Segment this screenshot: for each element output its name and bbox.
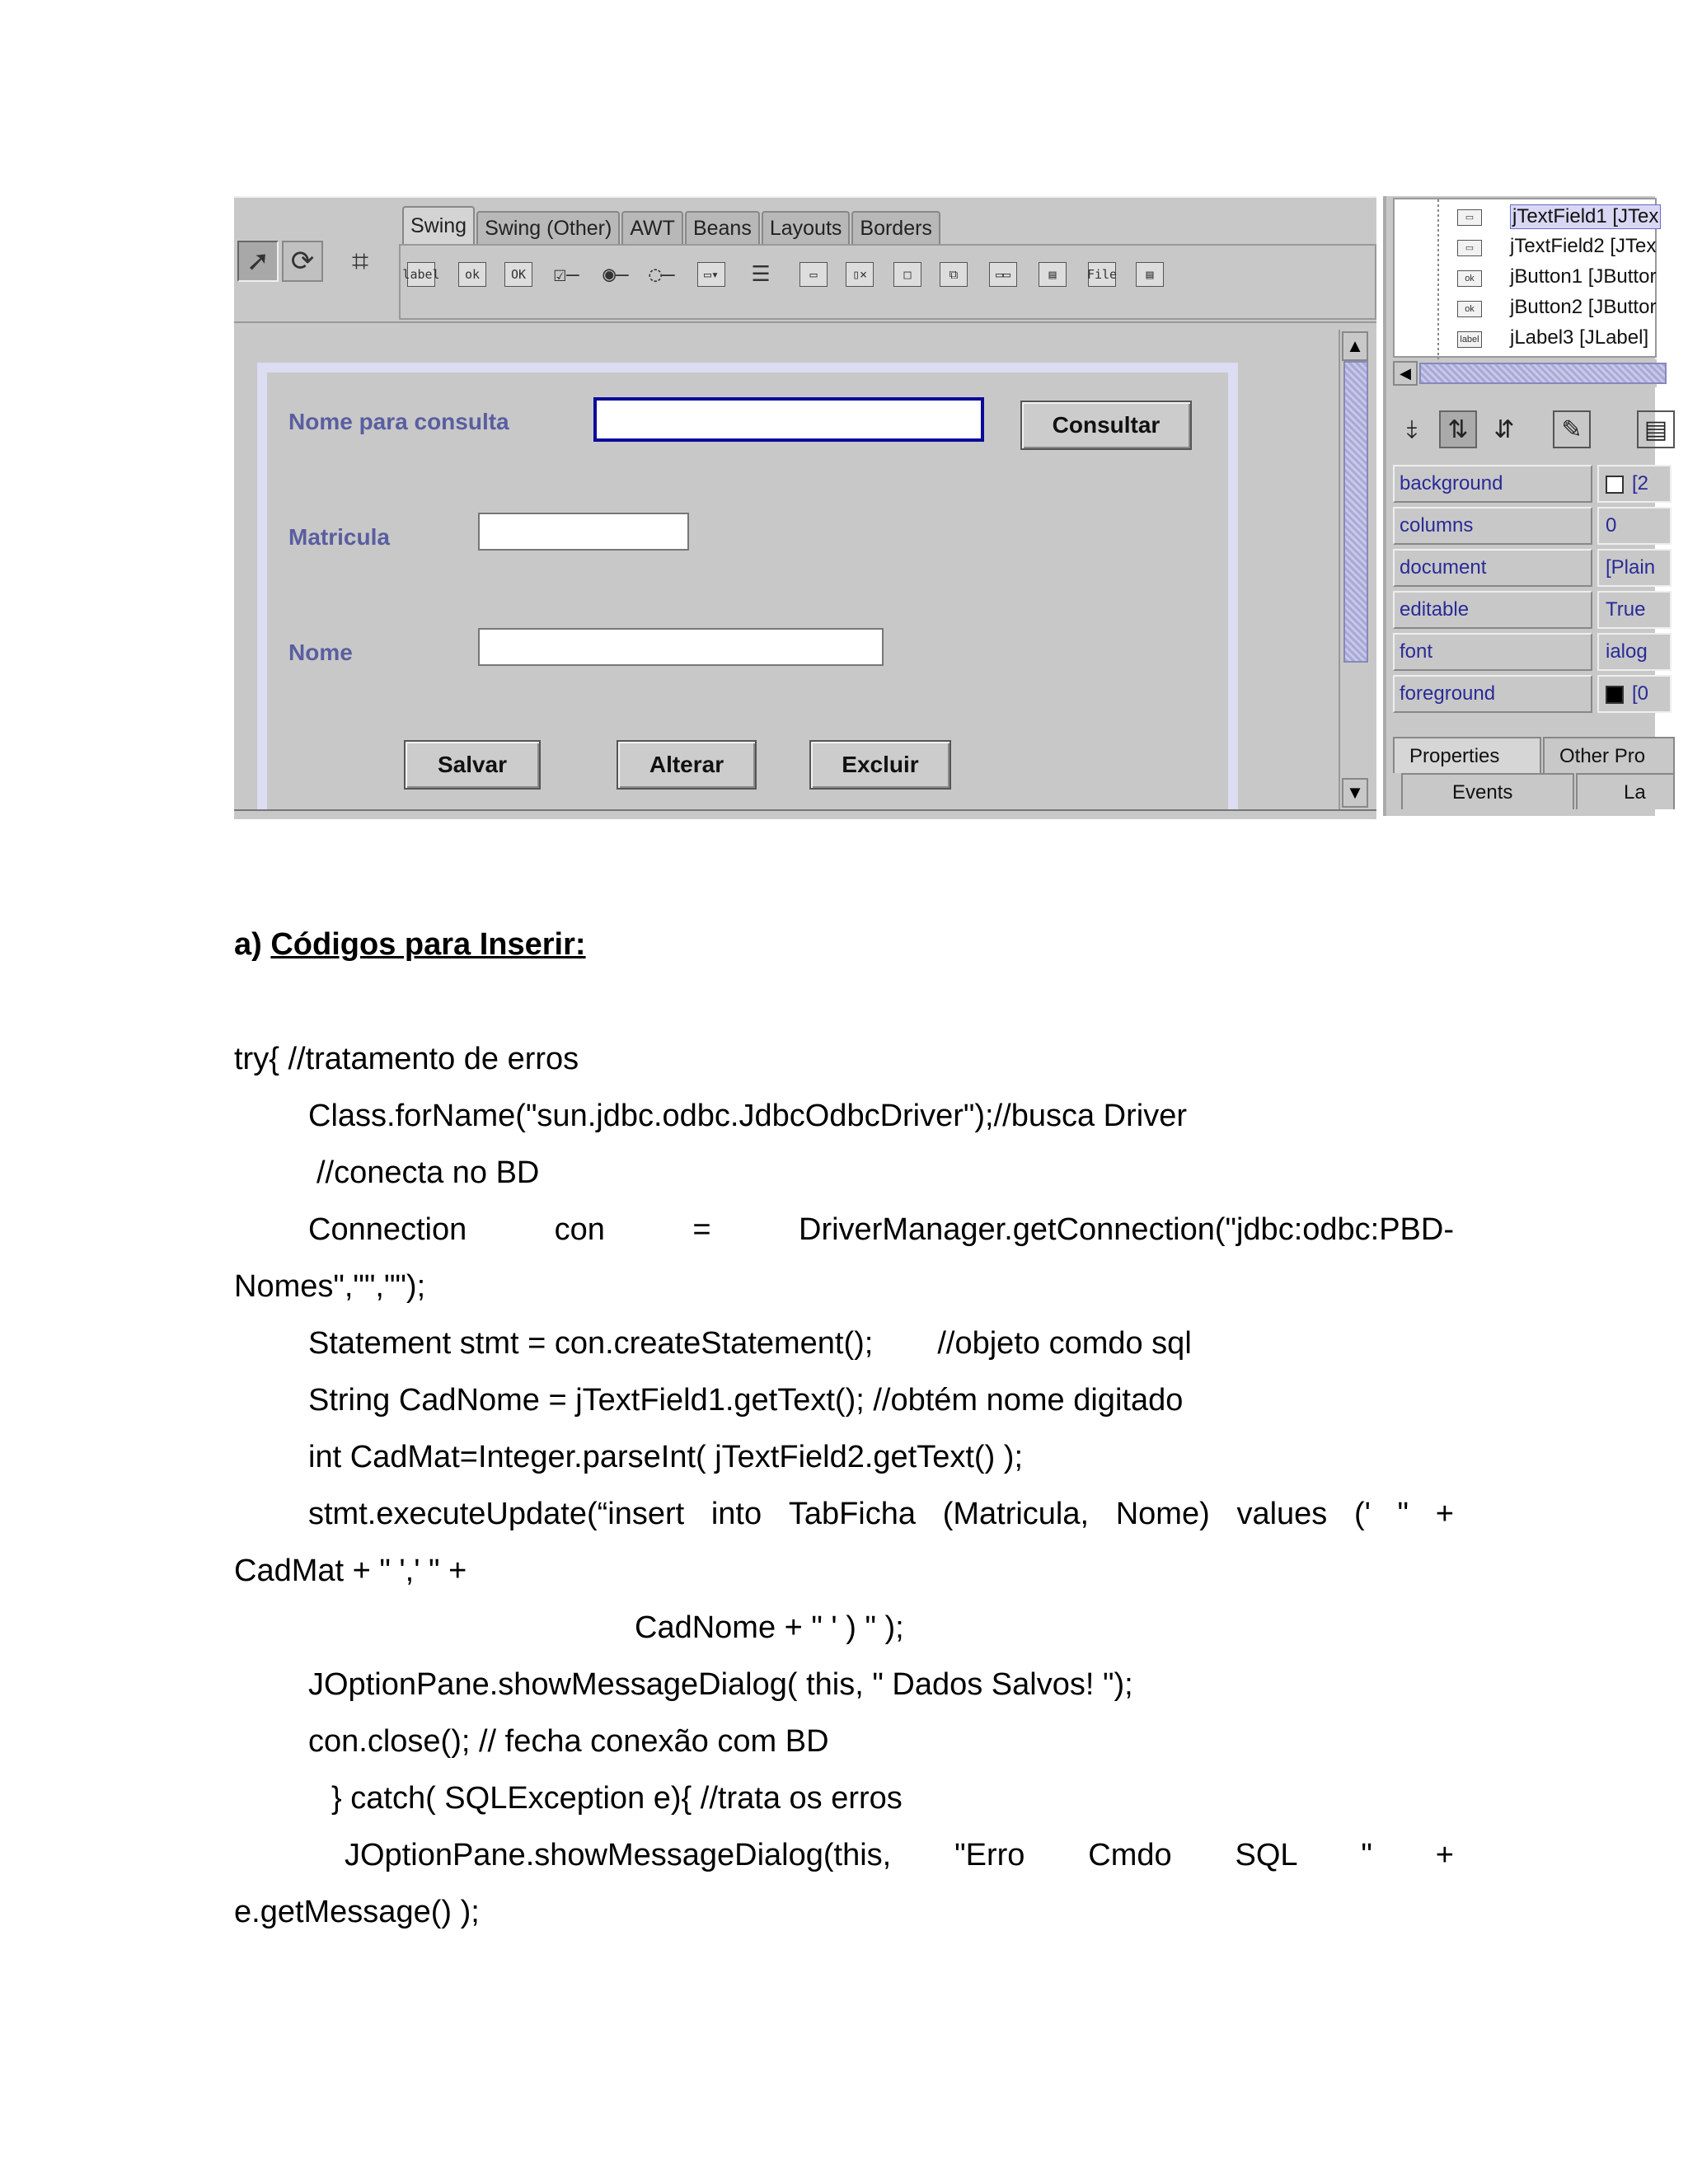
- scroll-left-icon[interactable]: ◀: [1393, 361, 1418, 386]
- list-icon[interactable]: ☰: [751, 262, 771, 287]
- tree-item[interactable]: jTextField1 [JTex: [1510, 204, 1661, 229]
- property-row-clipped: [1393, 717, 1665, 725]
- designer-bottom-edge: [234, 809, 1376, 819]
- code-line: [345, 1838, 1454, 1873]
- tree-item[interactable]: jButton2 [JButtor: [1510, 296, 1657, 318]
- property-value[interactable]: [1597, 591, 1672, 629]
- code-line: CadNome + " ' ) " );: [635, 1610, 904, 1645]
- code-line: [308, 1497, 1454, 1532]
- color-swatch-icon: [1606, 476, 1624, 494]
- code-token: SQL: [1235, 1838, 1298, 1872]
- code-token: Connection: [308, 1212, 467, 1247]
- code-token: "Erro: [954, 1838, 1025, 1872]
- property-value[interactable]: [1597, 507, 1672, 545]
- code-comment: //objeto comdo sql: [937, 1326, 1192, 1361]
- panel-icon[interactable]: □: [893, 262, 921, 287]
- tab-properties[interactable]: Properties: [1393, 737, 1541, 773]
- property-name: font: [1393, 633, 1592, 671]
- textarea-icon[interactable]: ▯×: [846, 262, 874, 287]
- property-value-text: [0: [1632, 682, 1649, 705]
- tab-swing[interactable]: Swing: [402, 206, 475, 244]
- connection-mode-icon[interactable]: ⟳: [282, 241, 323, 282]
- section-heading: [234, 927, 586, 963]
- textfield-icon: ▭: [1457, 209, 1482, 226]
- code-token: Statement stmt = con.createStatement();: [308, 1326, 874, 1361]
- tree-guide-line: [1437, 199, 1439, 359]
- tab-swing-other[interactable]: Swing (Other): [476, 211, 620, 244]
- tree-scroll-thumb[interactable]: [1419, 363, 1667, 384]
- label-icon[interactable]: label: [407, 262, 435, 287]
- radio-button-icon[interactable]: ◉—: [603, 262, 629, 287]
- scrollbar-icon[interactable]: ▭▭: [989, 262, 1017, 287]
- property-name: background: [1393, 465, 1592, 503]
- designer-vertical-scrollbar[interactable]: [1339, 330, 1372, 809]
- selection-mode-icon[interactable]: ➚: [237, 241, 279, 282]
- tree-item[interactable]: jLabel3 [JLabel]: [1510, 326, 1649, 349]
- form-panel: [267, 373, 1228, 818]
- code-token: Nome): [1115, 1497, 1210, 1531]
- textfield-icon[interactable]: ▭: [799, 262, 828, 287]
- code-token: stmt.executeUpdate(“insert: [308, 1497, 685, 1531]
- property-value-text: ialog: [1606, 640, 1648, 663]
- tab-awt[interactable]: AWT: [621, 211, 683, 244]
- sort-by-type-icon[interactable]: ⇵: [1493, 415, 1515, 443]
- code-token: =: [692, 1212, 711, 1247]
- tab-other-properties[interactable]: Other Pro: [1543, 737, 1675, 773]
- code-token: values: [1236, 1497, 1328, 1531]
- tree-item[interactable]: jTextField2 [JTex: [1510, 235, 1657, 257]
- palette-tabs: [402, 206, 942, 244]
- matricula-input[interactable]: [478, 513, 689, 551]
- code-line: } catch( SQLException e){ //trata os erros: [331, 1781, 903, 1816]
- property-name: document: [1393, 549, 1592, 587]
- property-value[interactable]: [1597, 549, 1672, 587]
- tree-horizontal-scrollbar[interactable]: [1393, 359, 1657, 387]
- tab-layout[interactable]: La: [1576, 773, 1675, 809]
- tab-beans[interactable]: Beans: [685, 211, 760, 244]
- scroll-thumb[interactable]: [1343, 361, 1368, 663]
- heading-prefix: a): [234, 927, 271, 962]
- code-line: //conecta no BD: [316, 1155, 540, 1190]
- form-designer: [234, 196, 1376, 818]
- property-value[interactable]: [1597, 675, 1672, 713]
- code-token: ": [1397, 1497, 1409, 1531]
- button-icon[interactable]: ok: [458, 262, 486, 287]
- combobox-icon[interactable]: ▭▾: [697, 262, 725, 287]
- code-token: +: [1435, 1497, 1454, 1531]
- ide-screenshot: [234, 196, 1668, 816]
- menubar-icon[interactable]: ▤: [1136, 262, 1164, 287]
- design-canvas: [234, 330, 1339, 818]
- property-value-text: True: [1606, 598, 1646, 621]
- component-palette: [234, 198, 1376, 323]
- code-token: Cmdo: [1088, 1838, 1172, 1872]
- property-value[interactable]: [1597, 633, 1672, 671]
- code-line: [308, 1212, 1454, 1248]
- property-row[interactable]: [1393, 591, 1665, 630]
- code-line: Nomes","","");: [234, 1269, 426, 1304]
- scroll-up-icon[interactable]: ▲: [1342, 331, 1368, 361]
- property-row[interactable]: [1393, 549, 1665, 588]
- palette-components: [399, 244, 1376, 320]
- tree-item[interactable]: jButton1 [JButtor: [1510, 265, 1657, 288]
- property-value-text: 0: [1606, 514, 1617, 537]
- label-icon: label: [1457, 331, 1482, 348]
- code-token: (': [1353, 1497, 1371, 1531]
- file-chooser-icon[interactable]: File: [1088, 262, 1116, 287]
- label-matricula: Matricula: [288, 524, 390, 550]
- code-line: CadMat + " ',' " +: [234, 1554, 467, 1588]
- button-group-icon[interactable]: ◌—: [649, 262, 675, 287]
- tabbed-pane-icon[interactable]: ⧉: [940, 262, 968, 287]
- inspector-panel: [1383, 196, 1668, 816]
- heading-text: Códigos para Inserir:: [270, 927, 586, 962]
- label-nome-para-consulta: Nome para consulta: [288, 409, 509, 434]
- salvar-button[interactable]: Salvar: [404, 740, 541, 790]
- unsorted-icon[interactable]: ⤈: [1406, 415, 1418, 443]
- property-name: editable: [1393, 591, 1592, 629]
- scroll-down-icon[interactable]: ▼: [1342, 778, 1368, 808]
- property-value[interactable]: [1597, 465, 1672, 503]
- code-line: String CadNome = jTextField1.getText(); //obtém nome digitado: [308, 1383, 1184, 1418]
- checkbox-icon[interactable]: ☑—: [553, 262, 579, 287]
- code-token: +: [1435, 1838, 1454, 1872]
- code-line: try{ //tratamento de erros: [234, 1042, 579, 1076]
- tab-borders[interactable]: Borders: [851, 211, 940, 244]
- code-token: TabFicha: [788, 1497, 917, 1531]
- code-line: int CadMat=Integer.parseInt( jTextField2.getText() );: [308, 1440, 1024, 1474]
- show-editable-icon[interactable]: ✎: [1553, 410, 1591, 448]
- property-row[interactable]: [1393, 633, 1665, 673]
- alterar-button[interactable]: Alterar: [617, 740, 757, 790]
- tab-layouts[interactable]: Layouts: [762, 211, 851, 244]
- property-value-text: [Plain: [1606, 556, 1656, 579]
- toggle-button-icon[interactable]: OK: [504, 262, 532, 287]
- property-value-text: [2: [1632, 472, 1649, 494]
- tab-events[interactable]: Events: [1401, 773, 1574, 809]
- sort-by-name-icon[interactable]: ⇅: [1439, 410, 1477, 448]
- code-token: con: [554, 1212, 605, 1247]
- property-name: columns: [1393, 507, 1592, 545]
- code-token: ": [1361, 1838, 1372, 1872]
- code-line: e.getMessage() );: [234, 1895, 480, 1929]
- property-row[interactable]: [1393, 465, 1665, 504]
- consultar-button[interactable]: Consultar: [1020, 401, 1192, 450]
- label-nome: Nome: [288, 640, 353, 665]
- code-line: [308, 1326, 1192, 1361]
- customize-icon[interactable]: ▤: [1637, 410, 1675, 448]
- property-row[interactable]: [1393, 507, 1665, 546]
- code-token: into: [710, 1497, 762, 1531]
- form-frame: [257, 363, 1238, 818]
- button-icon: ok: [1457, 301, 1482, 317]
- color-swatch-icon: [1606, 686, 1624, 704]
- code-line: Class.forName("sun.jdbc.odbc.JdbcOdbcDriver");//busca Driver: [308, 1099, 1188, 1133]
- button-icon: ok: [1457, 270, 1482, 287]
- code-token: DriverManager.getConnection("jdbc:odbc:PBD-: [799, 1212, 1454, 1247]
- test-form-icon[interactable]: ⌗: [351, 243, 369, 278]
- property-name: foreground: [1393, 675, 1592, 713]
- excluir-button[interactable]: Excluir: [809, 740, 951, 790]
- nome-input[interactable]: [478, 628, 884, 666]
- code-token: JOptionPane.showMessageDialog(this,: [345, 1838, 892, 1872]
- scrollpane-icon[interactable]: ▤: [1039, 262, 1067, 287]
- code-line: con.close(); // fecha conexão com BD: [308, 1724, 829, 1759]
- component-tree: [1393, 198, 1657, 358]
- code-token: (Matricula,: [942, 1497, 1090, 1531]
- code-line: JOptionPane.showMessageDialog( this, " Dados Salvos! ");: [308, 1667, 1133, 1702]
- search-input[interactable]: [593, 397, 984, 442]
- textfield-icon: ▭: [1457, 240, 1482, 256]
- property-row[interactable]: [1393, 675, 1665, 715]
